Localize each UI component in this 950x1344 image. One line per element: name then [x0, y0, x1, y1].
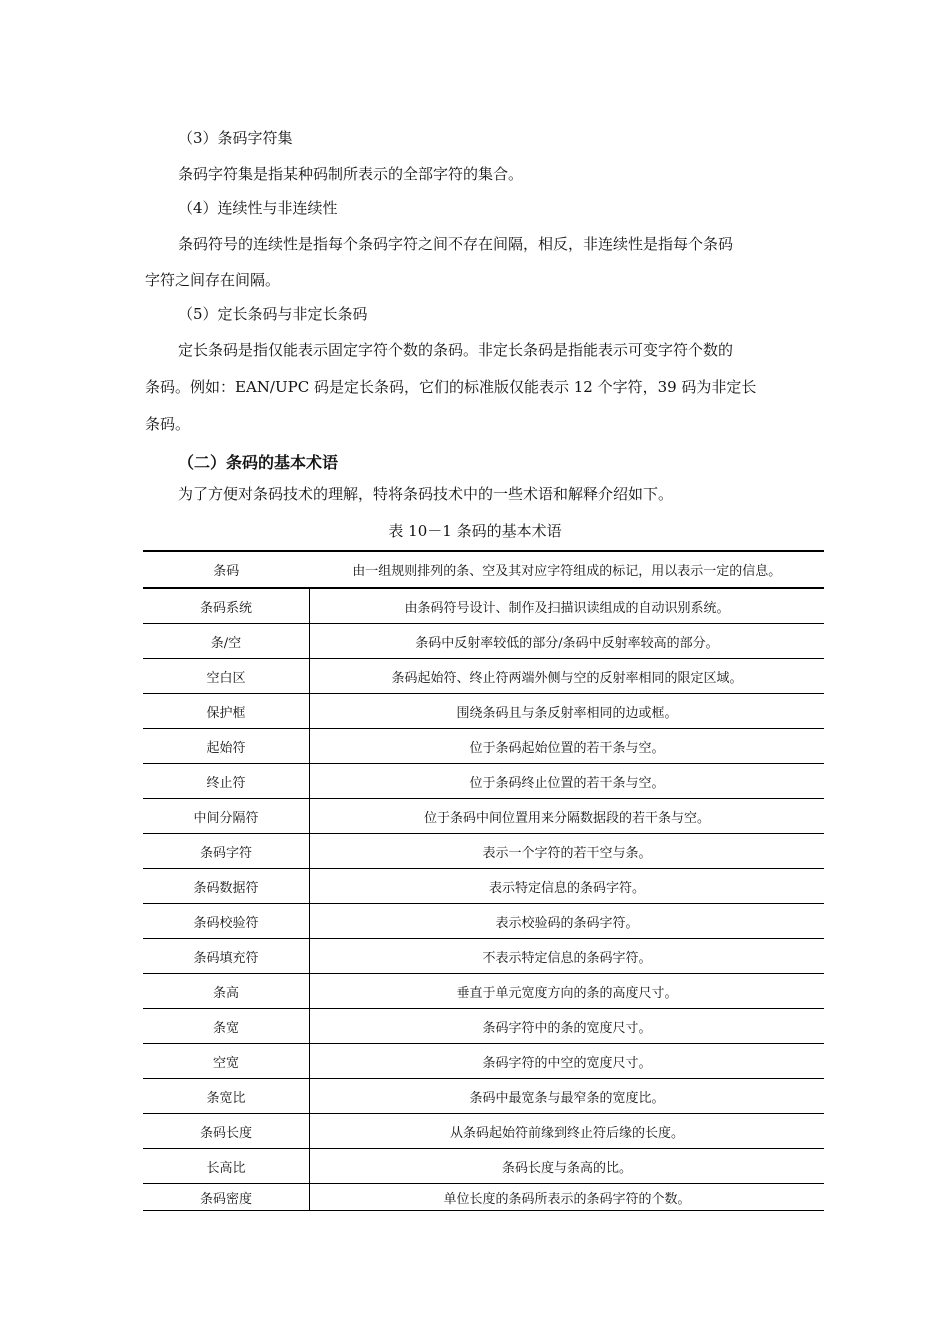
term-cell: 空宽	[143, 1044, 310, 1079]
paragraph-fixed-length-line3: 条码。	[145, 415, 191, 433]
paragraph-continuity-line2: 字符之间存在间隔。	[145, 271, 281, 289]
definition-cell: 表示特定信息的条码字符。	[310, 869, 825, 904]
definition-cell: 表示一个字符的若干空与条。	[310, 834, 825, 869]
table-row	[143, 694, 824, 729]
term-cell: 条码校验符	[143, 904, 310, 939]
table-row	[143, 974, 824, 1009]
definition-cell: 位于条码中间位置用来分隔数据段的若干条与空。	[310, 799, 825, 834]
paragraph-fixed-length-line2: 条码。例如：EAN/UPC 码是定长条码，它们的标准版仅能表示 12 个字符，39 码为非定长	[145, 378, 757, 396]
paragraph-charset: 条码字符集是指某种码制所表示的全部字符的集合。	[178, 165, 524, 183]
term-cell: 终止符	[143, 764, 310, 799]
definition-cell: 位于条码终止位置的若干条与空。	[310, 764, 825, 799]
table-row	[143, 1079, 824, 1114]
table-header-row	[143, 551, 824, 588]
term-cell: 空白区	[143, 659, 310, 694]
definition-cell: 单位长度的条码所表示的条码字符的个数。	[310, 1184, 825, 1211]
term-cell: 长高比	[143, 1149, 310, 1184]
table-row	[143, 1184, 824, 1211]
definition-cell: 由一组规则排列的条、空及其对应字符组成的标记，用以表示一定的信息。	[310, 551, 825, 588]
table-row	[143, 659, 824, 694]
table-row	[143, 1009, 824, 1044]
table-caption: 表 10－1 条码的基本术语	[388, 522, 562, 540]
term-cell: 条/空	[143, 624, 310, 659]
definition-cell: 由条码符号设计、制作及扫描识读组成的自动识别系统。	[310, 588, 825, 624]
term-cell: 条高	[143, 974, 310, 1009]
term-cell: 条码密度	[143, 1184, 310, 1211]
definition-cell: 表示校验码的条码字符。	[310, 904, 825, 939]
paragraph-fixed-length-line1: 定长条码是指仅能表示固定字符个数的条码。非定长条码是指能表示可变字符个数的	[178, 341, 734, 359]
term-cell: 条码长度	[143, 1114, 310, 1149]
table-row	[143, 799, 824, 834]
table-row	[143, 1114, 824, 1149]
term-cell: 起始符	[143, 729, 310, 764]
term-cell: 条宽	[143, 1009, 310, 1044]
term-cell: 条码字符	[143, 834, 310, 869]
section-heading: （二）条码的基本术语	[178, 453, 339, 472]
table-row	[143, 1149, 824, 1184]
table-row	[143, 904, 824, 939]
table-row	[143, 1044, 824, 1079]
terms-table	[143, 550, 824, 1211]
term-cell: 条码数据符	[143, 869, 310, 904]
definition-cell: 条码起始符、终止符两端外侧与空的反射率相同的限定区域。	[310, 659, 825, 694]
term-cell: 保护框	[143, 694, 310, 729]
term-cell: 条码	[143, 551, 310, 588]
subsection-title-charset: （3）条码字符集	[178, 129, 293, 147]
paragraph-continuity-line1: 条码符号的连续性是指每个条码字符之间不存在间隔，相反，非连续性是指每个条码	[178, 235, 734, 253]
term-cell: 条宽比	[143, 1079, 310, 1114]
table-row	[143, 834, 824, 869]
table-row	[143, 729, 824, 764]
definition-cell: 条码字符的中空的宽度尺寸。	[310, 1044, 825, 1079]
definition-cell: 条码中最宽条与最窄条的宽度比。	[310, 1079, 825, 1114]
definition-cell: 条码字符中的条的宽度尺寸。	[310, 1009, 825, 1044]
definition-cell: 垂直于单元宽度方向的条的高度尺寸。	[310, 974, 825, 1009]
definition-cell: 条码中反射率较低的部分/条码中反射率较高的部分。	[310, 624, 825, 659]
table-row	[143, 869, 824, 904]
definition-cell: 不表示特定信息的条码字符。	[310, 939, 825, 974]
table-row	[143, 764, 824, 799]
definition-cell: 围绕条码且与条反射率相同的边或框。	[310, 694, 825, 729]
definition-cell: 位于条码起始位置的若干条与空。	[310, 729, 825, 764]
term-cell: 条码填充符	[143, 939, 310, 974]
table-row	[143, 624, 824, 659]
subsection-title-continuity: （4）连续性与非连续性	[178, 199, 338, 217]
term-cell: 中间分隔符	[143, 799, 310, 834]
term-cell: 条码系统	[143, 588, 310, 624]
table-row	[143, 588, 824, 624]
section-intro: 为了方便对条码技术的理解，特将条码技术中的一些术语和解释介绍如下。	[178, 485, 674, 503]
table-row	[143, 939, 824, 974]
definition-cell: 条码长度与条高的比。	[310, 1149, 825, 1184]
subsection-title-fixed-length: （5）定长条码与非定长条码	[178, 305, 368, 323]
definition-cell: 从条码起始符前缘到终止符后缘的长度。	[310, 1114, 825, 1149]
